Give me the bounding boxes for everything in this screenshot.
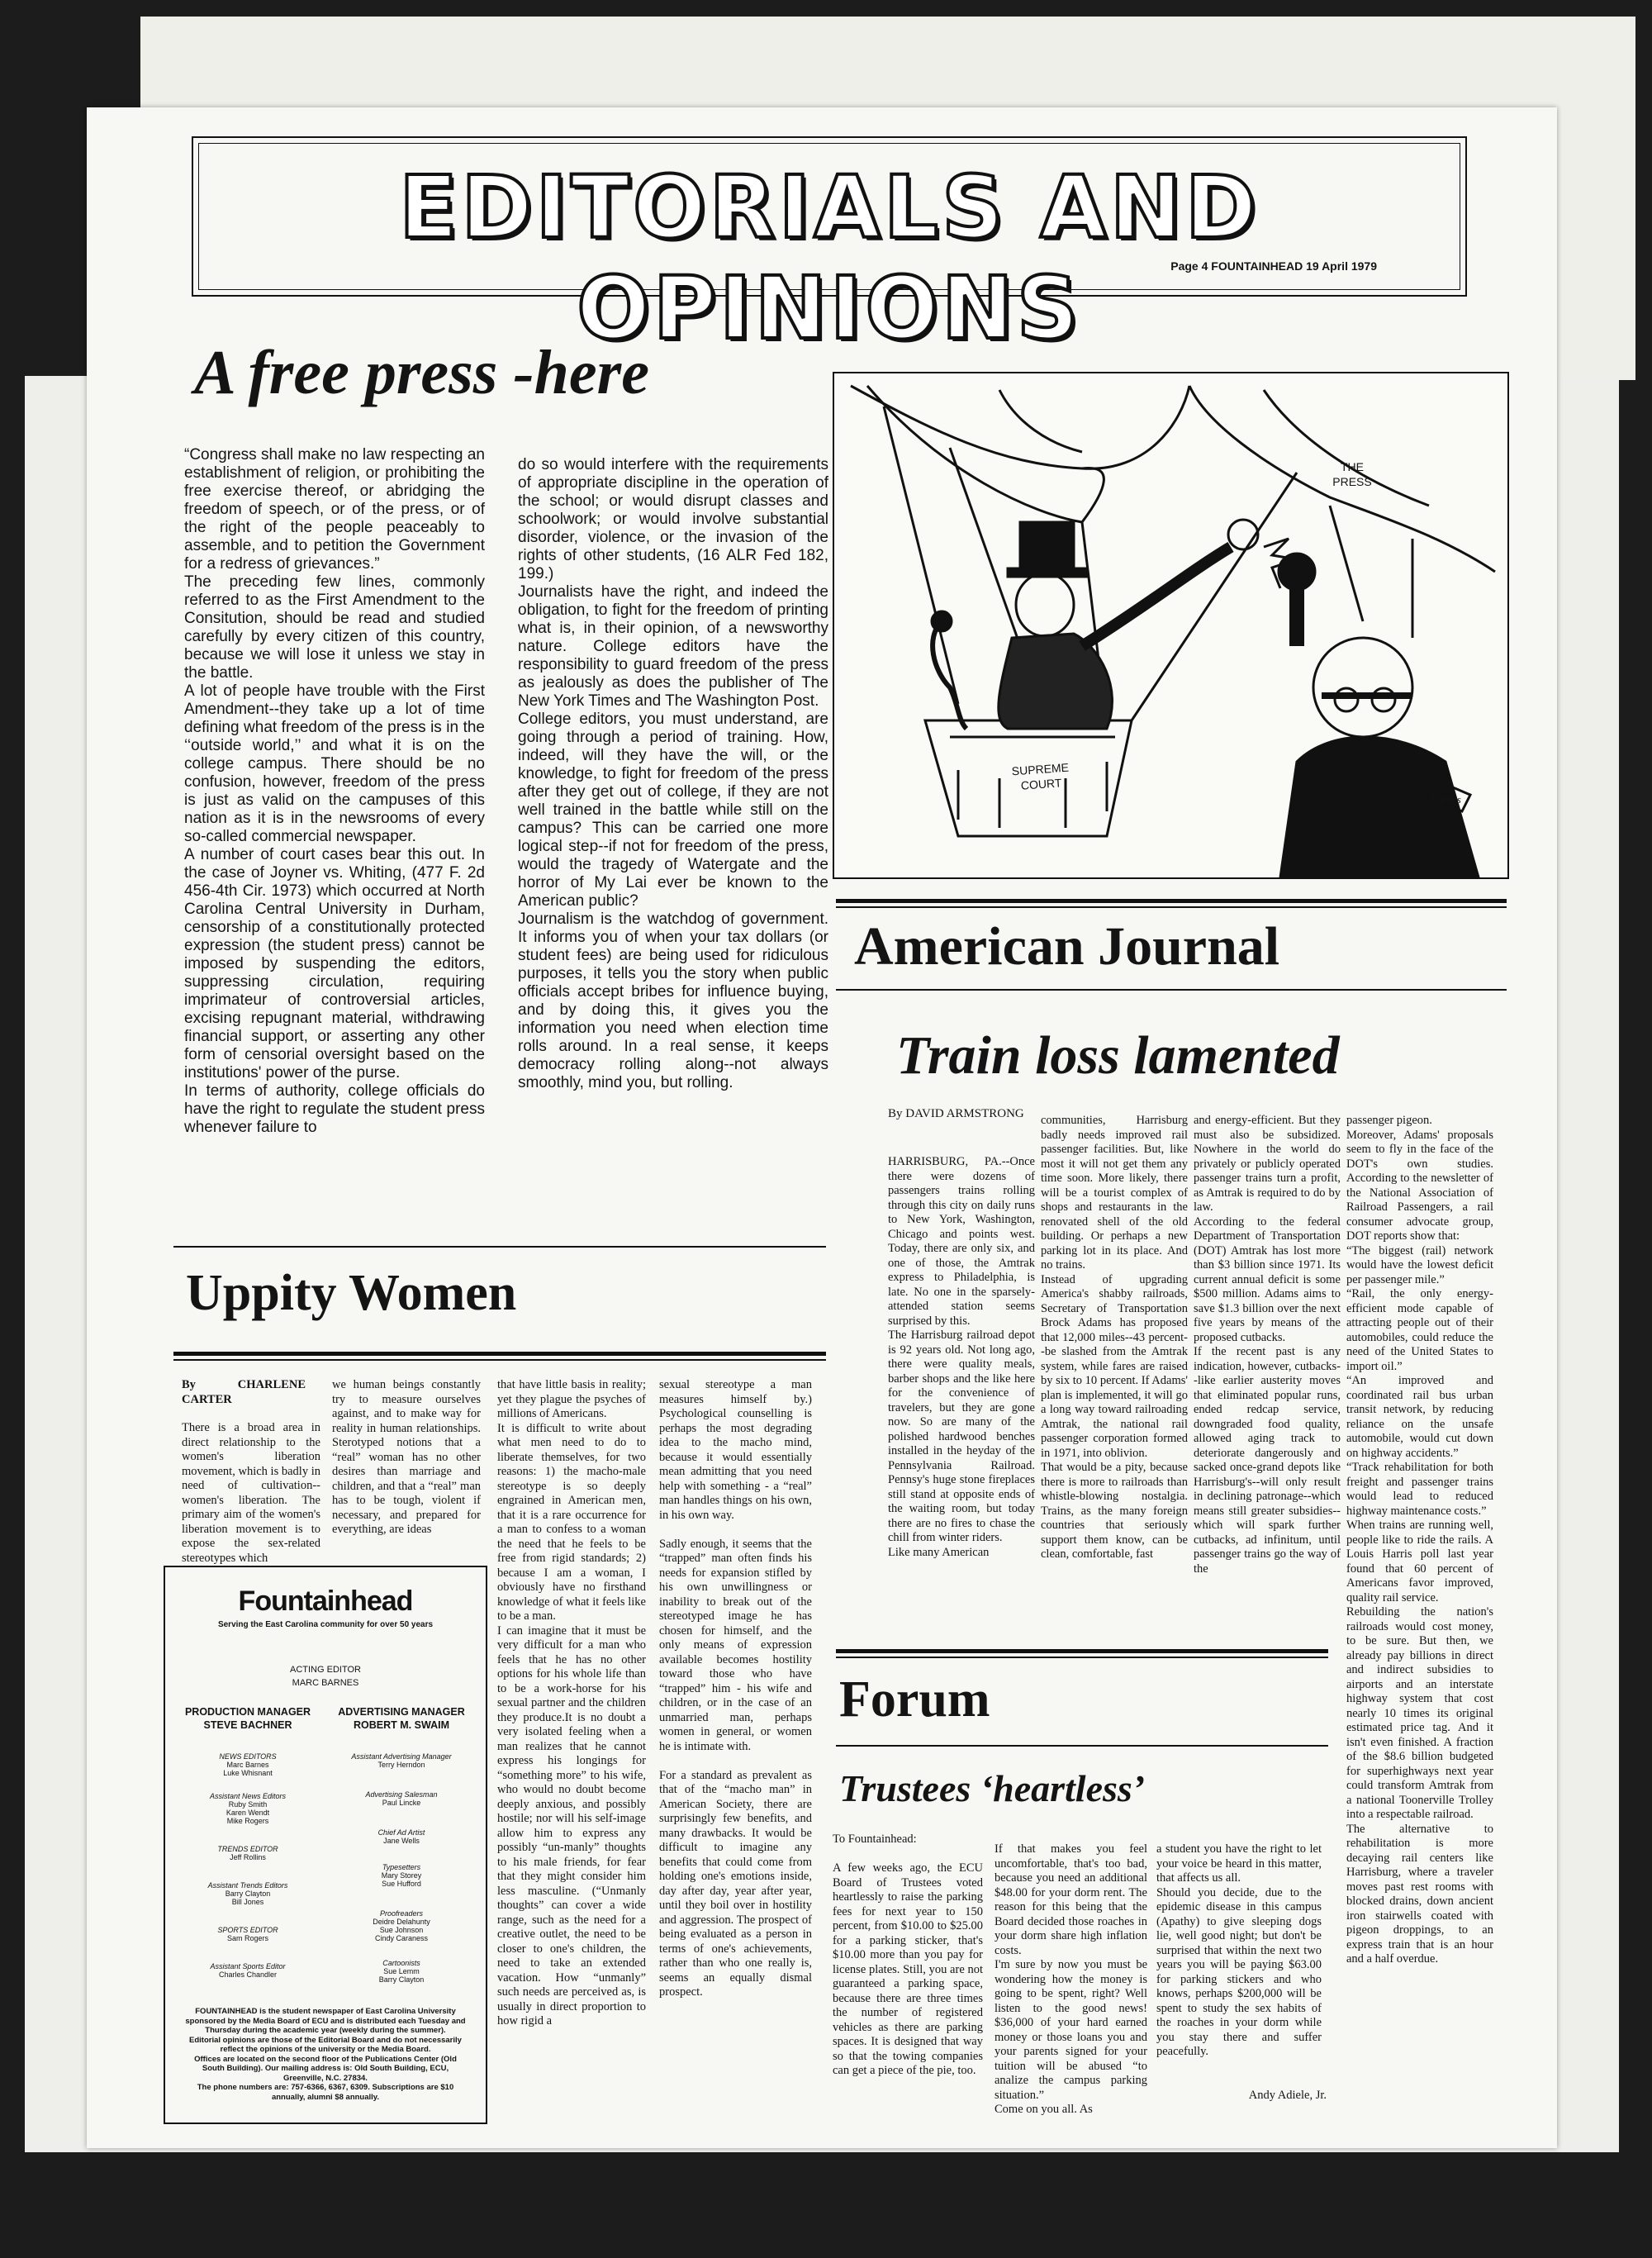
staff-role: Chief Ad Artist — [377, 1828, 425, 1837]
staff-box — [164, 1566, 487, 2124]
train-byline: By DAVID ARMSTRONG — [888, 1107, 1024, 1120]
staff-role: Assistant News Editors — [209, 1792, 287, 1800]
staff-role: Assistant Trends Editors — [207, 1881, 288, 1890]
uppity-column-3: that have little basis in reality; yet they plague the psyches of millions of Americans. It is difficult to write about what men need to do to liberate themselves, for two reasons: 1) the macho-male stereotype is so deeply engrained in American men, that it is a rare occurrence for a man to confess to a woman the need that he feels to be free from rigid standards; 2) because I am a woman, I obviously have no firsthand knowledge of what it feels like to be a man. I can imagine that it must be very difficult for a man who feels that he has no other options for his whole life than to be a work-horse for his sexual partner and the children they produce.It is no doubt a very isolated feeling when a man realizes that he cannot express his longings for “something more” to his wife, who would no doubt become deeply anxious, and possibly hostile; nor will his self-image allow him to express any possibly “un-manly” thoughts to his male friends, for fear that they might consider him less masculine. (“Unmanly thoughts” can cover a wide range, such as the need for a creative outlet, the need to be closer to one's children, the need to take an extended vacation. How “unmanly” such needs are perceived as, is usually in direct proportion to how rigid a — [497, 1378, 646, 2027]
staff-role: NEWS EDITORS — [219, 1752, 277, 1761]
staff-role: Advertising Salesman — [365, 1790, 438, 1799]
rule-american-journal-bottom — [836, 989, 1507, 991]
staff-names: Jane Wells — [383, 1837, 420, 1845]
staff-right-0 — [327, 1752, 476, 1769]
staff-names: Ruby Smith Karen Wendt Mike Rogers — [225, 1800, 270, 1825]
cartoon-label-press: THE PRESS — [1332, 460, 1372, 488]
rule-american-journal-top-thin — [836, 906, 1507, 908]
forum-section: Forum — [839, 1671, 990, 1728]
page-line: Page 4 FOUNTAINHEAD 19 April 1979 — [1170, 259, 1377, 273]
american-journal-section: American Journal — [854, 916, 1280, 977]
staff-role: SPORTS EDITOR — [217, 1926, 278, 1934]
acting-editor-title: ACTING EDITOR — [290, 1665, 361, 1675]
staff-right-3 — [327, 1863, 476, 1888]
free-press-column-2: do so would interfere with the requirements of appropriate discipline in the operation of the school; or would disrupt classes and schoolwork; or would involve substantial disorder, violence, or the invasion of the rights of other students, (16 ALR Fed 182, 199.) Journalists have the right, and indeed the obligation, to fight for the freedom of printing what is, in their opinion, of a newsworthy nature. College editors have the responsibility to guard freedom of the press as jealously as does the publisher of The New York Times and The Washington Post. College editors, you must understand, are going through a period of training. How, indeed, will they have the will, or the knowledge, to fight for freedom of the press after they get out of college, if they are not well trained in the battle while still on the campus? This can be carried one more logical step--if not for freedom of the press, would the tragedy of Watergate and the horror of My Lai ever be known to the American public? Journalism is the watchdog of government. It informs you of when your tax dollars (or student fees) are being used for ridiculous purposes, it tells you the story when public officials accept bribes for influence buying, and by doing this, it gives you the information you need when election time rolls around. In a real sense, it keeps democracy rolling along--not always smoothly, mind you, but rolling. — [518, 456, 828, 1091]
staff-left-3 — [173, 1881, 322, 1906]
uppity-headline: Uppity Women — [186, 1265, 517, 1321]
production-manager-title: PRODUCTION MANAGER — [184, 1706, 311, 1718]
staff-role: TRENDS EDITOR — [217, 1845, 278, 1853]
rule-forum-bottom — [836, 1745, 1328, 1747]
masthead-title: EDITORIALS AND OPINIONS — [399, 157, 1260, 359]
train-column-2: communities, Harrisburg badly needs improved rail passenger facilities. But, like most it will not get them any time soon. More likely, there will be a tourist complex of shops and restaurants in the renovated shell of the old building. Or perhaps a new parking lot in its place. And no trains. Instead of upgrading America's shabby railroads, Secretary of Transportation Brock Adams has proposed that 12,000 miles--43 percent--be slashed from the Amtrak system, while fares are raised by six to 10 percent. If Adams' plan is implemented, it will go a long way toward railroading Amtrak, the national rail passenger corporation formed in 1971, into oblivion. That would be a pity, because there is more to railroads than whistle-blowing nostalgia. Trains, as the many foreign countries that seriously support them know, can be clean, comfortable, fast — [1041, 1114, 1188, 1561]
uppity-column-1: There is a broad area in direct relationship to the women's liberation movement, which is badly in need of cultivation--women's liberation. The primary aim of the women's liberation movement is to expose the sex-related stereotypes which — [182, 1421, 320, 1565]
rule-forum-top-thin — [836, 1657, 1328, 1658]
staff-role: Proofreaders — [379, 1909, 424, 1918]
staff-role: Typesetters — [382, 1863, 421, 1871]
rule-forum-top — [836, 1649, 1328, 1653]
uppity-column-2: we human beings constantly try to measure ourselves against, and to make way for reality in human relationships. Sterotyped notions that a “real” woman has no other desires than marriage and children, and that a “real” man has to be tough, violent if necessary, and prepared for everything, are ideas — [332, 1378, 481, 1536]
staff-role: Cartoonists — [382, 1959, 420, 1967]
staff-names: Mary Storey Sue Hufford — [381, 1871, 422, 1888]
masthead — [192, 136, 1467, 359]
staff-left-0 — [173, 1752, 322, 1777]
staff-names: Paul Lincke — [382, 1799, 421, 1807]
rule-uppity-bottom-thin — [173, 1359, 826, 1361]
staff-right-2 — [327, 1828, 476, 1845]
staff-names: Deidre Delahunty Sue Johnson Cindy Caraness — [373, 1918, 430, 1942]
staff-names: Charles Chandler — [218, 1970, 278, 1979]
fountainhead-logo: Fountainhead — [238, 1585, 413, 1617]
staff-right-5 — [327, 1959, 476, 1984]
masthead-frame — [198, 143, 1460, 359]
staff-note: FOUNTAINHEAD is the student newspaper of East Carolina University sponsored by the Media Board of ECU and is distributed each Tuesday and Thursday during the academic year (weekly during the summer). Editorial opinions are those of the Editorial Board and do not necessarily reflect the opinions of the university or the Media Board. Offices are located on the second floor of the Publications Center (Old South Building). Our mailing address is: Old South Building, ECU, Greenville, N.C. 27834. The phone numbers are: 757-6366, 6367, 6309. Subscriptions are $10 annually, alumni $8 annually. — [185, 2007, 466, 2102]
cartoon-drawing — [834, 373, 1507, 877]
train-column-4: passenger pigeon. Moreover, Adams' proposals seem to fly in the face of the DOT's own studies. According to the newsletter of the National Association of Railroad Passengers, a rail consumer advocate group, DOT reports show that: “The biggest (rail) network would have the lowest deficit per passenger mile.” “Rail, the only energy-efficient mode capable of attracting people out of their automobiles, could reduce the need of the United States to import oil.” “An improved and coordinated rail bus urban transit network, by reducing reliance on the unsafe automobile, would cut down on highway accidents.” “Track rehabilitation for both freight and passenger trains would lead to reduced highway maintenance costs.” When trains are running well, people like to ride the rails. A Louis Harris poll last year found that 60 percent of Americans favor improved, quality rail service. Rebuilding the nation's railroads would cost money, to be sure. But then, we already pay billions in direct and indirect subsidies to airports and an interstate highway system that cost nearly 10 times its original estimated price tag. And it isn't even finished. A fraction of the $8.6 billion budgeted for superhighways next year could transform Amtrak from a national Toonerville Trolley into a respectable railroad. The alternative to rehabilitation is more decaying rail centers like Harrisburg, where a traveler moves past rest rooms with blocked drains, down ancient iron stairwells coated with pigeon droppings, to an express train that is an hour and a half overdue. — [1346, 1114, 1493, 1966]
cartoon-signature: Barnes — [1431, 793, 1461, 806]
staff-role: Assistant Advertising Manager — [351, 1752, 452, 1761]
rule-uppity-top — [173, 1246, 826, 1248]
staff-names: Marc Barnes Luke Whisnant — [223, 1761, 273, 1777]
train-column-1: HARRISBURG, PA.--Once there were dozens of passengers trains rolling through this city on daily runs to New York, Washington, Chicago and points west. Today, there are only six, and one of those, the Amtrak express to Philadelphia, is late. No one in the sparsely-attended station seems surprised by this. The Harrisburg railroad depot is 92 years old. Not long ago, there were quality meals, barber shops and the like here for the convenience of travelers, but they are gone now. So are many of the polished hardwood benches installed in the heyday of the Pennsylvania Railroad. Pennsy's huge stone fireplaces still stand at opposite ends of the waiting room, but today there are no fires to chase the chill from winter riders. Like many American — [888, 1155, 1035, 1559]
staff-names: Barry Clayton Bill Jones — [225, 1890, 271, 1906]
advertising-manager-title: ADVERTISING MANAGER — [338, 1706, 465, 1718]
train-headline: Train loss lamented — [896, 1025, 1340, 1086]
staff-left-2 — [173, 1845, 322, 1861]
production-manager-name: STEVE BACHNER — [203, 1719, 292, 1731]
staff-names: Jeff Rollins — [230, 1853, 266, 1861]
staff-left-4 — [173, 1926, 322, 1942]
rule-uppity-bottom — [173, 1352, 826, 1356]
free-press-column-1: “Congress shall make no law respecting an establishment of religion, or prohibiting the free exercise thereof, or abridging the freedom of speech, or of the press, or of the right of the people peaceably to assemble, and to petition the Government for a redress of grievances.” The preceding few lines, commonly referred to as the First Amendment to the Consitution, should be read and studied carefully by every citizen of this country, because we will lose it unless we stay in the battle. A lot of people have trouble with the First Amendment--they take up a lot of time defining what freedom of the press is in the ‘‘outside world,’’ and what it is on the college campus. There should be no confusion, however, freedom of the press is just as valid on the campuses of this nation as it is in the newsrooms of every so-called commercial newspaper. A number of court cases bear this out. In the case of Joyner vs. Whiting, (477 F. 2d 456-4th Cir. 1973) which occurred at North Carolina Central University in Durham, censorship of a constitutionally protected expression (the student press) cannot be imposed by suspending the editors, suppressing circulation, requiring imprimateur of controversial articles, excising repugnant material, withdrawing financial support, or asserting any other form of censorial oversight based on the institutions' power of the purse. In terms of authority, college officials do have the right to regulate the student press whenever failure to — [184, 446, 485, 1136]
train-column-3: and energy-efficient. But they must also be subsidized. Nowhere in the world do privately or publicly operated passenger trains turn a profit, as Amtrak is required to do by law. According to the federal Department of Transportation (DOT) Amtrak has lost more than $3 billion since 1971. Its current annual deficit is some $500 million. Adams aims to save $1.3 billion over the next five years by means of the proposed cutbacks. If the recent past is any indication, however, cutbacks--like earlier austerity moves that eliminated popular runs, ended redcap service, downgraded food quality, allowed aging track to deteriorate dangerously and sacked once-grand depots like Harrisburg's--will only result in declining patronage--which means still greater subsidies--which will spark further cutbacks, ad infinitum, until passenger trains go the way of the — [1194, 1114, 1341, 1576]
rule-american-journal-top — [836, 899, 1507, 903]
free-press-headline: A free press -here — [194, 338, 649, 407]
forum-column-3: a student you have the right to let your voice be heard in this matter, that affects us all. Should you decide, due to the epidemic disease in this campus (Apathy) to give sleeping dogs lie, well good night; but don't be surprised that within the next two years you will be paying $63.00 for parking stickers and who knows, perhaps $200,000 will be spent to study the sex habits of the roaches in your dorm while you stay there and suffer peacefully. — [1156, 1842, 1322, 2058]
staff-left-1 — [173, 1792, 322, 1825]
staff-right-4 — [327, 1909, 476, 1942]
forum-column-1: To Fountainhead: A few weeks ago, the ECU Board of Trustees voted heartlessly to raise the parking fees for next year to 150 percent, from $10.00 to $25.00 for a parking sticker, that's $10.00 more than you pay for license plates. Still, you are not guaranteed a parking space, because there are three times the number of registered vehicles as there are parking spaces. It is designed that way so that the towing companies can get a piece of the pie, too. — [833, 1833, 983, 2077]
acting-editor-name: MARC BARNES — [292, 1678, 359, 1688]
staff-right-1 — [327, 1790, 476, 1807]
editorial-cartoon — [833, 372, 1509, 879]
staff-names: Sam Rogers — [226, 1934, 269, 1942]
advertising-manager-name: ROBERT M. SWAIM — [354, 1719, 449, 1731]
trustees-headline: Trustees ‘heartless’ — [839, 1767, 1146, 1809]
fountainhead-tagline: Serving the East Carolina community for over 50 years — [217, 1620, 434, 1629]
cartoon-label-court: SUPREME COURT — [1011, 760, 1070, 792]
uppity-byline: By CHARLENE CARTER — [182, 1378, 306, 1406]
staff-names: Terry Herndon — [377, 1761, 425, 1769]
uppity-column-4: sexual stereotype a man measures himself by.) Psychological counselling is perhaps the most degrading idea to the macho mind, because it would essentially mean admitting that you need help with something - a “real” man handles things on his own, in his own way. Sadly enough, it seems that the “trapped” man often finds his needs for expansion stifled by his own unwillingness or inability to break out of the stereotyped image he has chosen for himself, and the only means of expression available becomes hostility toward those who have “trapped” him - his wife and children, or in the case of an unmarried man, perhaps women in general, or women he is intimate with. For a standard as prevalent as that of the “macho man” in American Society, there are surprisingly few benefits, and many drawbacks. It would be difficult to imagine any benefits that could come from holding one's emotions inside, day after day, year after year, until they boil over in hostility and aggression. The prospect of being evaluated as a person in terms of one's achievements, rather than who one really is, seems an equally dismal prospect. — [659, 1378, 812, 1999]
forum-column-2: If that makes you feel uncomfortable, that's too bad, because you need an additional $48.00 for your dorm rent. The reason for this being that the Board decided those roaches in your dorm share high inflation costs. I'm sure by now you must be wondering how the money is going to be spent, right? Well listen to the good news! $36,000 of your hard earned money or those loans you and your parents signed for your tuition will be abused “to analize the campus parking situation.” Come on you all. As — [995, 1842, 1147, 2116]
staff-role: Assistant Sports Editor — [210, 1962, 286, 1970]
forum-signature: Andy Adiele, Jr. — [1248, 2089, 1327, 2102]
staff-left-5 — [173, 1962, 322, 1979]
staff-names: Sue Lemm Barry Clayton — [378, 1967, 425, 1984]
